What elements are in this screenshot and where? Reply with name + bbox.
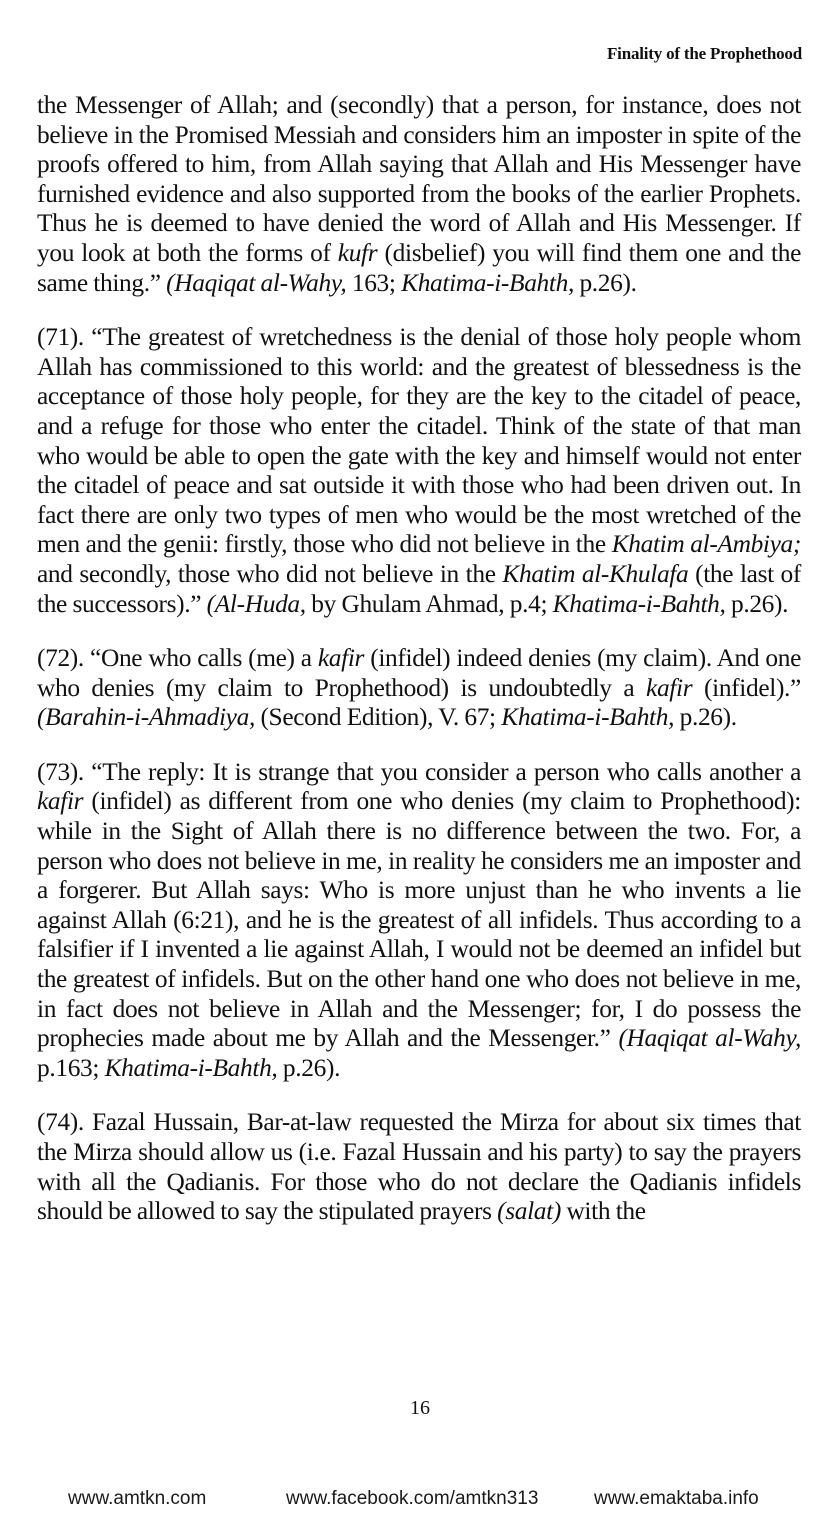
text-run: (73). “The reply: It is strange that you consider a person who calls another a <box>37 757 801 786</box>
text-run: 163; <box>346 268 402 297</box>
italic-run: kafir <box>317 644 365 673</box>
italic-run: kufr <box>337 238 378 267</box>
text-run: the Messenger of Allah; and (secondly) that a person, for instance, does not believe in the Promised Messiah and considers him an imposter in spite of the proofs offered to him, from Allah saying that Allah and His Messenger have furnished evidence and also supported from the books of the earlier Prophets. Thus he is deemed to have denied the word of Allah and His Messenger. If you look at both the forms of <box>37 91 801 267</box>
text-run: (72). “One who calls (me) a <box>37 644 318 673</box>
footer-link-amtkn[interactable]: www.amtkn.com <box>68 1488 207 1509</box>
text-run: (the last of the successors).” <box>37 559 802 618</box>
italic-run: (Haqiqat al-Wahy, <box>618 1024 801 1053</box>
paragraph <box>37 758 801 1084</box>
italic-run: (Al-Huda, <box>206 589 306 618</box>
italic-run: kafir <box>37 787 84 816</box>
italic-run: Khatim al-Khulafa <box>502 559 689 588</box>
text-run: (Second Edition), V. 67; <box>254 703 502 732</box>
italic-run: Khatima-i-Bahth, <box>401 268 574 297</box>
text-run: (infidel) indeed denies (my claim). And one who denies (my claim to Prophethood) is undoubtedly a <box>37 644 801 702</box>
page-number: 16 <box>410 1397 430 1419</box>
text-run: by Ghulam Ahmad, p.4; <box>305 589 553 618</box>
text-run: (infidel) as different from one who denies (my claim to Prophethood): while in the Sight of Allah there is no difference between the two. For, a person who does not believe in me, in reality he considers me an imposter and a forgerer. But Allah says: Who is more unjust than he who invents a lie against Allah (6:21), and he is the greatest of all infidels. Thus according to a falsifier if I invented a lie against Allah, I would not be deemed an infidel but the greatest of infidels. But on the other hand one who does not believe in me, in fact does not believe in Allah and the Messenger; for, I do possess the prophecies made about me by Allah and the Messenger.” <box>37 787 801 1053</box>
italic-run: kafir <box>646 673 693 702</box>
running-header-title: Finality of the Prophethood <box>607 44 802 63</box>
paragraph <box>37 644 801 733</box>
paragraph <box>37 1108 801 1226</box>
italic-run: (salat) <box>497 1197 561 1226</box>
text-run: (74). Fazal Hussain, Bar-at-law requested the Mirza for about six times that the Mirza should allow us (i.e. Fazal Hussain and his party) to say the prayers with all the Qadianis. For those who do not declare the Qadianis infidels should be allowed to say the stipulated prayers <box>37 1108 801 1226</box>
italic-run: Khatima-i-Bahth, <box>501 703 675 732</box>
footer-link-facebook[interactable]: www.facebook.com/amtkn313 <box>286 1488 539 1509</box>
text-run: p.26). <box>573 268 637 297</box>
text-run: (infidel).” <box>692 673 801 702</box>
footer-link-emaktaba[interactable]: www.emaktaba.info <box>594 1488 759 1509</box>
body-text <box>37 91 801 1252</box>
text-run: (71). “The greatest of wretchedness is the denial of those holy people whom Allah has commissioned to this world: and the greatest of blessedness is the acceptance of those holy people, for they are the key to the citadel of peace, and a refuge for those who enter the citadel. Think of the state of that man who would be able to open the gate with the key and himself would not enter the citadel of peace and sat outside it with those who had been driven out. In fact there are only two types of men who would be the most wretched of the men and the genii: firstly, those who did not believe in the <box>37 323 801 559</box>
italic-run: Khatima-i-Bahth, <box>104 1053 278 1082</box>
text-run: (disbelief) you will find them one and the same thing.” <box>37 238 801 297</box>
text-run: p.26). <box>674 703 737 732</box>
italic-run: (Barahin-i-Ahmadiya, <box>37 703 255 732</box>
text-run: p.26). <box>725 589 789 618</box>
text-run: and secondly, those who did not believe in the <box>37 559 503 588</box>
text-run: p.26). <box>277 1053 341 1082</box>
paragraph <box>37 91 801 298</box>
text-run: p.163; <box>37 1053 105 1082</box>
paragraph <box>37 323 801 619</box>
italic-run: Khatim al-Ambiya; <box>611 530 801 559</box>
italic-run: Khatima-i-Bahth, <box>552 589 726 618</box>
text-run: with the <box>560 1197 646 1226</box>
italic-run: (Haqiqat al-Wahy, <box>166 268 347 297</box>
